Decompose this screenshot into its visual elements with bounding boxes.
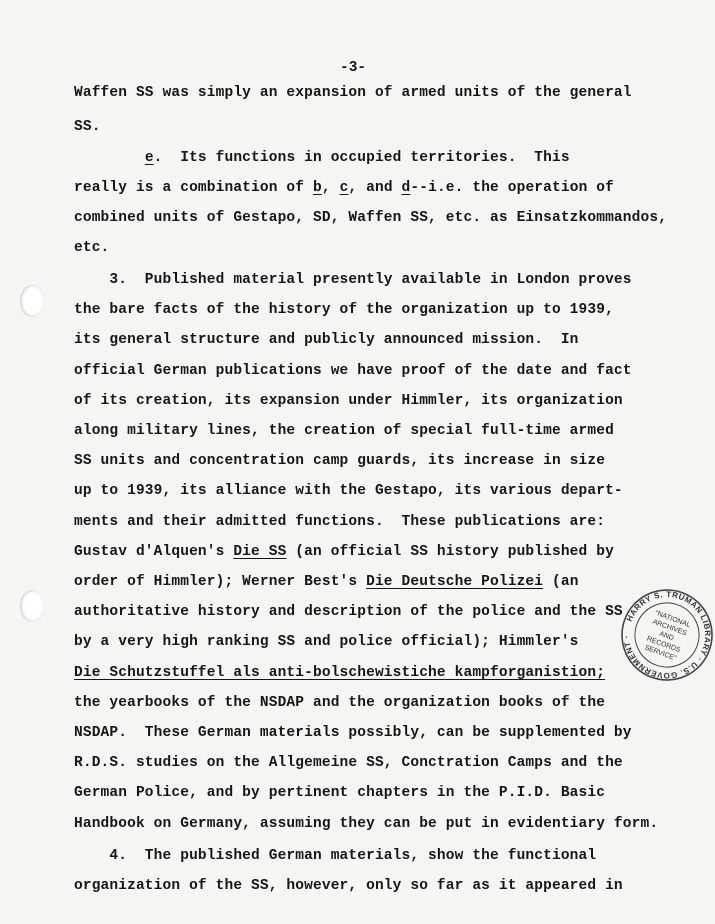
text-line [74, 814, 658, 834]
text-line [74, 178, 614, 198]
text-line [74, 451, 605, 471]
text-line [74, 481, 623, 501]
text-segment: by a very high ranking SS and police official); Himmler's [74, 634, 579, 650]
underlined-text: e [144, 150, 154, 166]
text-segment: along military lines, the creation of special full-time armed [74, 423, 614, 439]
text-segment: etc. [74, 240, 110, 256]
text-line [74, 876, 623, 896]
text-segment: (an [543, 574, 579, 590]
text-line [74, 602, 623, 622]
text-line [74, 391, 623, 411]
text-segment: up to 1939, its alliance with the Gestapo, its various depart- [74, 483, 623, 499]
text-segment: Gustav d'Alquen's [74, 544, 234, 560]
text-segment: the yearbooks of the NSDAP and the organization books of the [74, 695, 606, 711]
text-line [74, 148, 570, 168]
text-line [74, 693, 605, 713]
text-segment: the bare facts of the history of the organization up to 1939, [74, 302, 614, 318]
text-segment: of its creation, its expansion under Himmler, its organization [74, 393, 623, 409]
page-number: -3- [340, 60, 367, 76]
text-segment: organization of the SS, however, only so far as it appeared in [74, 878, 623, 894]
stamp-ring-text: HARRY S. TRUMAN LIBRARY · U.S. GOVERNMENT · [621, 589, 713, 681]
text-segment: authoritative history and description of the police and the SS [74, 604, 623, 620]
text-segment: 4. The published German materials, show the functional [74, 848, 597, 864]
text-segment: order of Himmler); Werner Best's [74, 574, 367, 590]
text-line [74, 361, 632, 381]
text-segment: (an official SS history published by [286, 544, 614, 560]
underlined-text: b [313, 180, 322, 196]
text-segment: --i.e. the operation of [410, 180, 614, 196]
text-segment: German Police, and by pertinent chapters in the P.I.D. Basic [74, 785, 606, 801]
text-line [74, 846, 596, 866]
punch-hole [20, 285, 44, 317]
text-line [74, 723, 632, 743]
text-segment: 3. Published material presently available in London proves [74, 272, 632, 288]
text-line [74, 270, 632, 290]
text-line [74, 83, 632, 103]
text-line [74, 238, 109, 258]
text-segment: R.D.S. studies on the Allgemeine SS, Conctration Camps and the [74, 755, 623, 771]
text-line [74, 117, 101, 137]
text-line [74, 663, 605, 683]
text-line [74, 753, 623, 773]
text-segment: its general structure and publicly announced mission. In [74, 332, 579, 348]
text-segment: Handbook on Germany, assuming they can be put in evidentiary form. [74, 816, 659, 832]
text-line [74, 632, 579, 652]
text-line [74, 542, 614, 562]
text-segment: ments and their admitted functions. These publications are: [74, 514, 606, 530]
text-segment: NSDAP. These German materials possibly, can be supplemented by [74, 725, 632, 741]
underlined-text: d [401, 180, 411, 196]
text-line [74, 421, 614, 441]
text-line [74, 572, 579, 592]
text-segment: SS units and concentration camp guards, its increase in size [74, 453, 606, 469]
underlined-text: Die SS [233, 544, 287, 560]
underlined-text: Die Deutsche Polizei [366, 574, 544, 590]
text-segment: Waffen SS was simply an expansion of armed units of the general [74, 85, 632, 101]
text-segment: . Its functions in occupied territories. This [153, 150, 570, 166]
text-line [74, 330, 579, 350]
stamp-inner-text: "NATIONAL ARCHIVES AND RECORDS SERVICE" [643, 609, 692, 663]
text-segment: SS. [74, 119, 101, 135]
underlined-text: Die Schutzstuffel als anti-bolschewistiche kampforganistion; [74, 665, 606, 681]
text-line [74, 512, 605, 532]
text-segment: really is a combination of [74, 180, 313, 196]
text-line [74, 300, 614, 320]
text-line [74, 208, 667, 228]
text-segment: combined units of Gestapo, SD, Waffen SS, etc. as Einsatzkommandos, [74, 210, 668, 226]
text-segment: official German publications we have proof of the date and fact [74, 363, 632, 379]
text-segment: , and [348, 180, 402, 196]
punch-hole [20, 590, 44, 622]
text-segment: , [321, 180, 340, 196]
text-line [74, 783, 605, 803]
archive-stamp [607, 575, 715, 695]
text-segment [74, 150, 145, 166]
underlined-text: c [339, 180, 349, 196]
